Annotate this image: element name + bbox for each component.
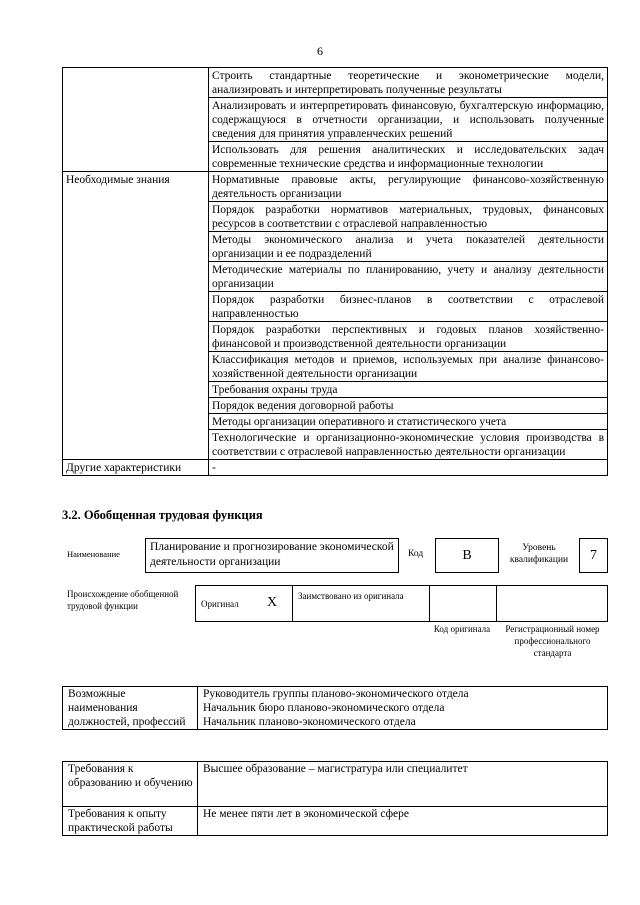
table-row [63, 762, 608, 807]
position-item: Начальник бюро планово-экономического отдела [203, 702, 445, 714]
education-label: Требования к образованию и обучению [63, 762, 198, 807]
registration-number-caption: Регистрационный номер профессионального стандарта [505, 624, 600, 658]
table-row [63, 807, 608, 836]
original-mark: X [267, 595, 278, 610]
name-value: Планирование и прогнозирование экономической деятельности организации [145, 538, 399, 573]
table-row [63, 687, 608, 730]
table-row [63, 68, 608, 98]
skills-knowledge-table [62, 67, 608, 476]
skill-cell: Строить стандартные теоретические и эконометрические модели, анализировать и интерпретировать полученные результаты [209, 68, 608, 98]
knowledge-cell: Порядок разработки нормативов материальных, трудовых, финансовых ресурсов в соответствии с отраслевой направленностью [209, 202, 608, 232]
experience-value: Не менее пяти лет в экономической сфере [198, 807, 608, 836]
education-value: Высшее образование – магистратура или специалитет [198, 762, 608, 807]
other-characteristics-value: - [209, 460, 608, 476]
origin-label: Происхождение обобщенной трудовой функции [67, 589, 179, 611]
table-row [63, 460, 608, 476]
divider [429, 586, 430, 621]
knowledge-cell: Требования охраны труда [209, 382, 608, 398]
knowledge-label: Необходимые знания [63, 172, 209, 460]
knowledge-cell: Методы организации оперативного и статистического учета [209, 414, 608, 430]
knowledge-cell: Методы экономического анализа и учета показателей деятельности организации и ее подразделений [209, 232, 608, 262]
code-label: Код [408, 549, 424, 559]
knowledge-cell: Порядок разработки бизнес-планов в соответствии с отраслевой направленностью [209, 292, 608, 322]
divider [496, 586, 497, 621]
knowledge-cell: Нормативные правовые акты, регулирующие финансово-хозяйственную деятельность организации [209, 172, 608, 202]
knowledge-cell: Порядок ведения договорной работы [209, 398, 608, 414]
section-title: 3.2. Обобщенная трудовая функция [62, 508, 263, 522]
skill-cell: Использовать для решения аналитических и исследовательских задач современные технические средства и информационные технологии [209, 142, 608, 172]
skill-cell: Анализировать и интерпретировать финансовую, бухгалтерскую информацию, содержащуюся в отчетности организации, и использовать полученные сведения для принятия управленческих решений [209, 98, 608, 142]
level-value: 7 [579, 538, 608, 573]
divider [292, 586, 293, 621]
position-item: Начальник планово-экономического отдела [203, 716, 416, 728]
code-value: B [435, 538, 499, 573]
borrowed-label: Заимствовано из оригинала [298, 591, 404, 601]
position-item: Руководитель группы планово-экономического отдела [203, 688, 469, 700]
positions-label: Возможные наименования должностей, профессий [63, 687, 198, 730]
empty-label-cell [63, 68, 209, 172]
knowledge-cell: Классификация методов и приемов, используемых при анализе финансово-хозяйственной деятельности организации [209, 352, 608, 382]
name-label: Наименование [67, 549, 120, 559]
original-label: Оригинал [201, 599, 239, 609]
requirements-table [62, 761, 608, 836]
knowledge-cell: Методические материалы по планированию, учету и анализу деятельности организации [209, 262, 608, 292]
original-code-caption: Код оригинала [433, 624, 491, 634]
page-number: 6 [317, 44, 323, 58]
knowledge-cell: Технологические и организационно-экономические условия производства в соответствии с отраслевой направленностью деятельности организации [209, 430, 608, 460]
other-characteristics-label: Другие характеристики [63, 460, 209, 476]
table-row [63, 172, 608, 202]
positions-table [62, 686, 608, 730]
positions-list [198, 687, 608, 730]
experience-label: Требования к опыту практической работы [63, 807, 198, 836]
knowledge-cell: Порядок разработки перспективных и годовых планов хозяйственно-финансовой и производственной деятельности организации [209, 322, 608, 352]
level-label: Уровень квалификации [509, 543, 569, 565]
